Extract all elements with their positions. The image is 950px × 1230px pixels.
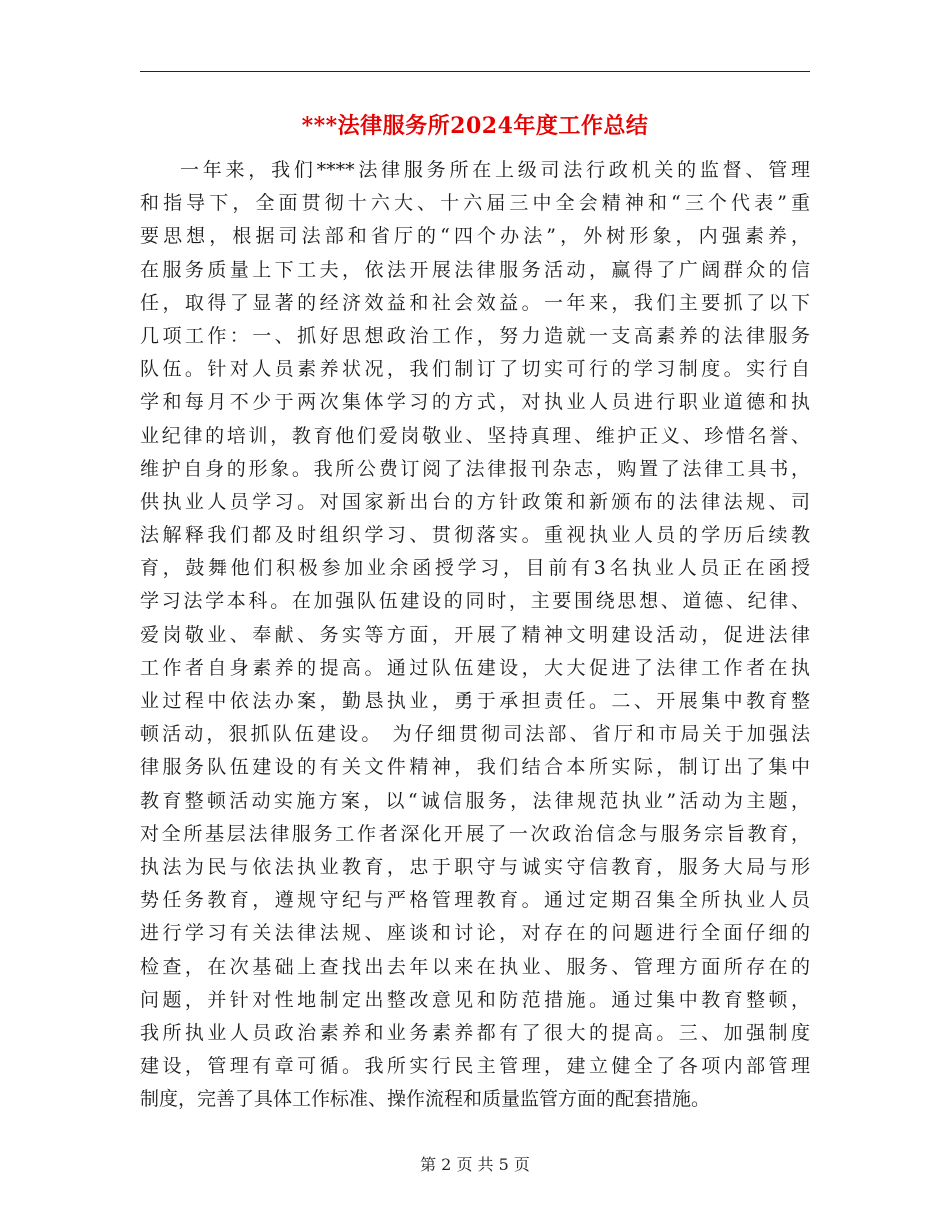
text-line: 律服务队伍建设的有关文件精神，我们结合本所实际，制订出了集中: [140, 756, 810, 779]
text-line: 教育整顿活动实施方案，以“诚信服务，法律规范执业”活动为主题，: [140, 789, 810, 812]
text-line: 和指导下，全面贯彻十六大、十六届三中全会精神和“三个代表”重: [140, 192, 810, 215]
text-line: 工作者自身素养的提高。通过队伍建设，大大促进了法律工作者在执: [140, 656, 810, 679]
text-line: 爱岗敬业、奉献、务实等方面，开展了精神文明建设活动，促进法律: [140, 623, 810, 646]
text-line: 建设，管理有章可循。我所实行民主管理，建立健全了各项内部管理: [140, 1055, 810, 1078]
text-line: 队伍。针对人员素养状况，我们制订了切实可行的学习制度。实行自: [140, 358, 810, 381]
text-line: 业纪律的培训，教育他们爱岗敬业、坚持真理、维护正义、珍惜名誉、: [140, 424, 810, 447]
text-line: 学习法学本科。在加强队伍建设的同时，主要围绕思想、道德、纪律、: [140, 590, 810, 613]
body-text: [140, 154, 810, 1116]
text-line: 在服务质量上下工夫，依法开展法律服务活动，赢得了广阔群众的信: [140, 258, 810, 281]
text-line: 育，鼓舞他们积极参加业余函授学习，目前有3名执业人员正在函授: [140, 557, 810, 580]
text-line: 制度，完善了具体工作标准、操作流程和质量监管方面的配套措施。: [140, 1088, 711, 1111]
text-line: 维护自身的形象。我所公费订阅了法律报刊杂志，购置了法律工具书，: [140, 457, 810, 480]
text-line: 学和每月不少于两次集体学习的方式，对执业人员进行职业道德和执: [140, 391, 810, 414]
text-line: 进行学习有关法律法规、座谈和讨论，对存在的问题进行全面仔细的: [140, 922, 810, 945]
text-line: 一年来，我们****法律服务所在上级司法行政机关的监督、管理: [180, 159, 810, 181]
text-line: 执法为民与依法执业教育，忠于职守与诚实守信教育，服务大局与形: [140, 855, 810, 878]
text-line: 任，取得了显著的经济效益和社会效益。一年来，我们主要抓了以下: [140, 291, 810, 314]
header-rule: [140, 71, 810, 72]
text-line: 势任务教育，遵规守纪与严格管理教育。通过定期召集全所执业人员: [140, 889, 810, 912]
text-line: 供执业人员学习。对国家新出台的方针政策和新颁布的法律法规、司: [140, 490, 810, 513]
text-line: 顿活动，狠抓队伍建设。 为仔细贯彻司法部、省厅和市局关于加强法: [140, 723, 810, 746]
text-line: 检查，在次基础上查找出去年以来在执业、服务、管理方面所存在的: [140, 955, 810, 978]
text-line: 对全所基层法律服务工作者深化开展了一次政治信念与服务宗旨教育，: [140, 822, 810, 845]
text-line: 几项工作：一、抓好思想政治工作，努力造就一支高素养的法律服务: [140, 324, 810, 347]
text-line: 我所执业人员政治素养和业务素养都有了很大的提高。三、加强制度: [140, 1021, 810, 1044]
text-line: 问题，并针对性地制定出整改意见和防范措施。通过集中教育整顿，: [140, 988, 810, 1011]
text-line: 业过程中依法办案，勤恳执业，勇于承担责任。二、开展集中教育整: [140, 690, 810, 712]
text-line: 法解释我们都及时组织学习、贯彻落实。重视执业人员的学历后续教: [140, 524, 810, 547]
document-title: ***法律服务所2024年度工作总结: [301, 113, 649, 139]
page-number-footer: 第 2 页 共 5 页: [420, 1155, 530, 1174]
text-line: 要思想，根据司法部和省厅的“四个办法”，外树形象，内强素养，: [140, 225, 810, 248]
